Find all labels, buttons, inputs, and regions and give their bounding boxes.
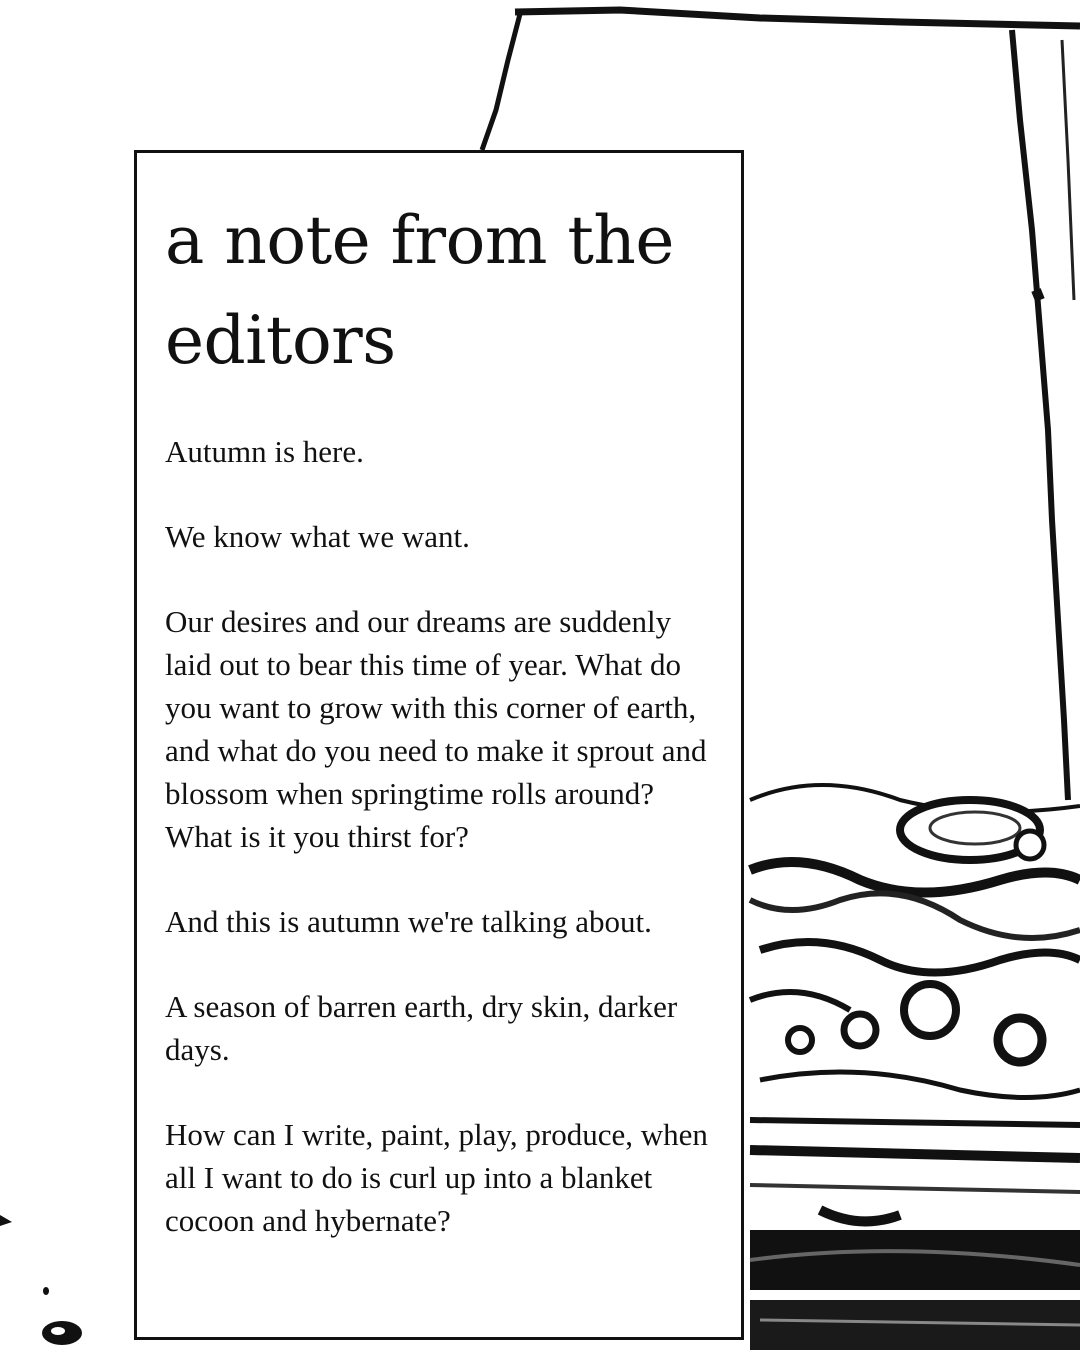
note-title: a note from the editors: [165, 202, 674, 380]
note-paragraph: How can I write, paint, play, produce, when all I want to do is curl up into a blanket cocoon and hybernate?: [165, 1116, 708, 1238]
glass-wall-right: [1012, 30, 1068, 800]
note-paragraph: We know what we want.: [165, 518, 470, 554]
editors-note-card: [134, 150, 744, 1340]
note-paragraph: And this is autumn we're talking about.: [165, 903, 652, 939]
note-paragraph: Our desires and our dreams are suddenly laid out to bear this time of year. What do you want to grow with this corner of earth, and what do you need to make it sprout and blossom when springtime rolls around? What is it you thirst for?: [165, 603, 707, 854]
water-surface: [750, 775, 1080, 1350]
note-paragraph: Autumn is here.: [165, 433, 364, 469]
water-droplets: [0, 1215, 82, 1345]
glass-rim: [515, 10, 1080, 26]
note-paragraph: A season of barren earth, dry skin, darker days.: [165, 988, 678, 1067]
